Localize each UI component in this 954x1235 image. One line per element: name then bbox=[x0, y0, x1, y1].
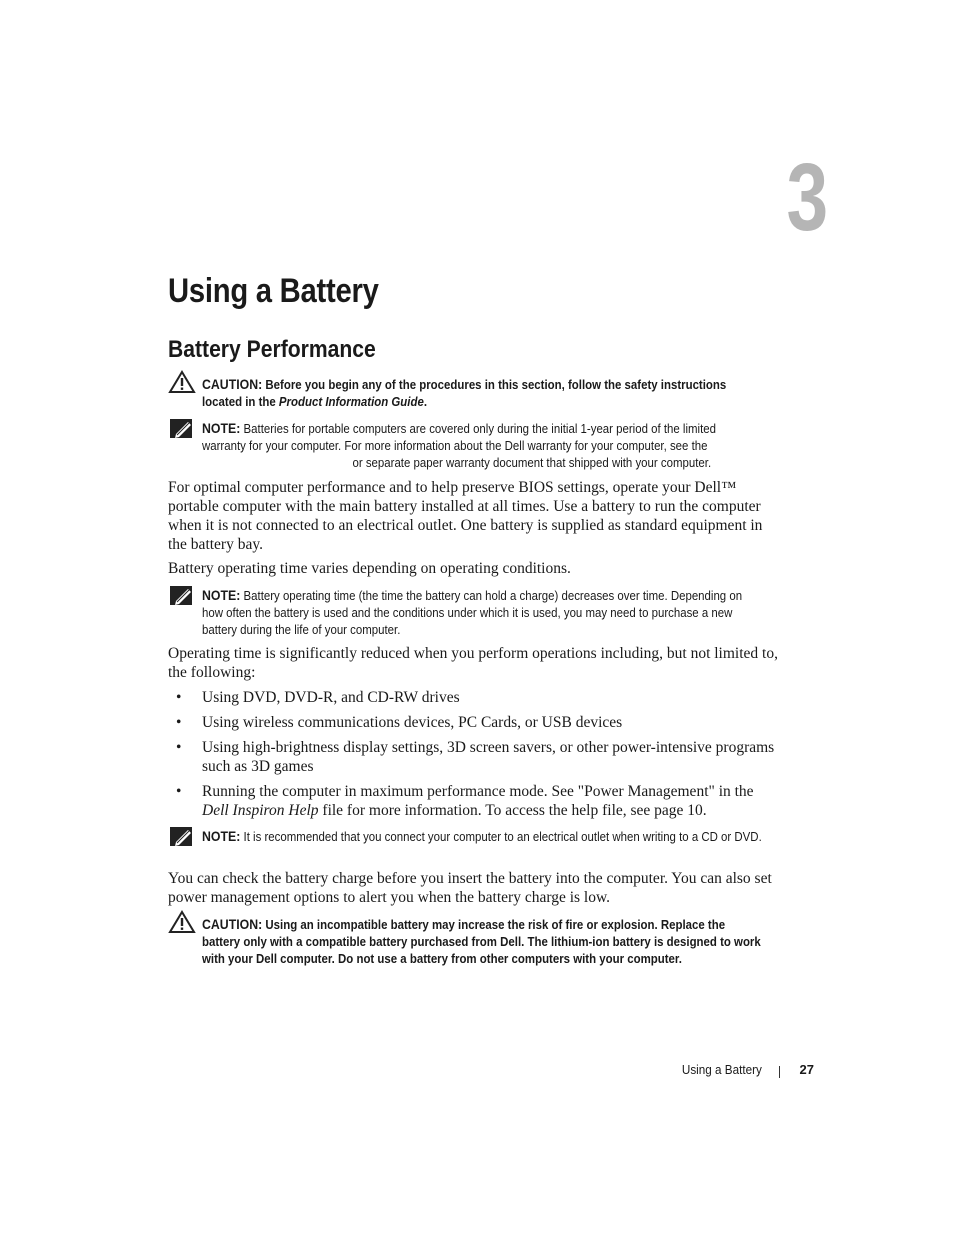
bullet-marker: • bbox=[176, 739, 182, 756]
note-icon bbox=[168, 417, 196, 441]
section-heading: Battery Performance bbox=[168, 336, 376, 363]
note-text: It is recommended that you connect your computer to an electrical outlet when writing to a CD or DVD. bbox=[243, 829, 762, 844]
caution-text-end: . bbox=[423, 394, 428, 409]
paragraph: Operating time is significantly reduced when you perform operations including, but not limited to, the following: bbox=[168, 645, 778, 681]
note-line-2: warranty for your computer. For more information about the Dell warranty for your computer, see the bbox=[202, 438, 708, 453]
footer-divider bbox=[779, 1066, 780, 1078]
paragraph: Battery operating time varies depending on operating conditions. bbox=[168, 560, 571, 577]
bullet-marker: • bbox=[176, 714, 182, 731]
note-callout bbox=[202, 828, 765, 845]
bullet-marker: • bbox=[176, 783, 182, 800]
page-footer bbox=[600, 1062, 816, 1080]
note-label: NOTE: bbox=[202, 420, 241, 436]
list-item-text: Using wireless communications devices, PC Cards, or USB devices bbox=[202, 714, 623, 731]
list-item-text: Using high-brightness display settings, 3D screen savers, or other power-intensive programs such as 3D games bbox=[202, 739, 775, 775]
caution-callout bbox=[202, 376, 765, 410]
caution-callout bbox=[202, 916, 765, 967]
caution-text: Using an incompatible battery may increase the risk of fire or explosion. Replace the battery only with a compatible battery purchased from Dell. The lithium-ion battery is designed to work with your Dell computer. Do not use a battery from other computers with your computer. bbox=[202, 917, 761, 966]
paragraph: You can check the battery charge before you insert the battery into the computer. You can also set power management options to alert you when the battery charge is low. bbox=[168, 870, 772, 906]
caution-label: CAUTION: bbox=[202, 916, 263, 932]
paragraph: For optimal computer performance and to help preserve BIOS settings, operate your Dell™ portable computer with the main battery installed at all times. Use a battery to run the computer when it is not connected to an electrical outlet. One battery is supplied as standard equipment in the battery bay. bbox=[168, 479, 763, 553]
note-text: Battery operating time (the time the battery can hold a charge) decreases over time. Depending on how often the battery is used and the conditions under which it is used, you may need to purchase a new battery during the life of your computer. bbox=[202, 588, 743, 637]
chapter-number: 3 bbox=[786, 144, 829, 251]
bullet-marker: • bbox=[176, 689, 182, 706]
note-callout bbox=[202, 420, 765, 471]
note-icon bbox=[168, 825, 196, 849]
caution-text: Before you begin any of the procedures in this section, follow the safety instructions located in the bbox=[202, 377, 727, 409]
note-line-1: Batteries for portable computers are covered only during the initial 1-year period of the limited bbox=[243, 421, 717, 436]
note-line-3: or separate paper warranty document that shipped with your computer. bbox=[352, 455, 712, 470]
caution-icon bbox=[168, 370, 196, 394]
list-item-text bbox=[202, 782, 782, 820]
page-title: Using a Battery bbox=[168, 272, 379, 310]
list-item-text-part: file for more information. To access the help file, see page 10. bbox=[318, 802, 707, 819]
note-label: NOTE: bbox=[202, 587, 241, 603]
help-title: Dell Inspiron Help bbox=[202, 802, 319, 819]
note-callout bbox=[202, 587, 765, 638]
footer-section-title: Using a Battery bbox=[682, 1062, 762, 1077]
caution-icon bbox=[168, 910, 196, 934]
list-item-text: Using DVD, DVD-R, and CD-RW drives bbox=[202, 689, 460, 706]
note-label: NOTE: bbox=[202, 828, 241, 844]
caution-label: CAUTION: bbox=[202, 376, 263, 392]
caution-italic-title: Product Information Guide bbox=[278, 394, 424, 409]
list-item-text-part: Running the computer in maximum performance mode. See "Power Management" in the bbox=[202, 783, 754, 800]
page-number: 27 bbox=[799, 1062, 814, 1077]
note-icon bbox=[168, 584, 196, 608]
